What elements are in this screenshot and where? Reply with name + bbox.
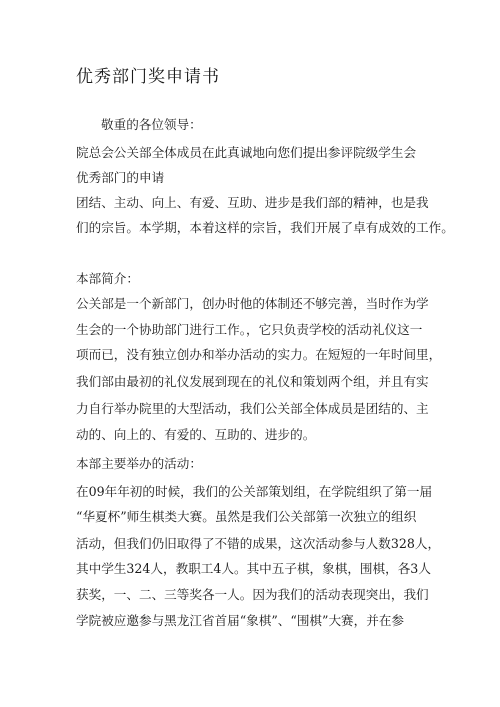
body-line-1: 院总会公关部全体成员在此真诚地向您们提出参评院级学生会 [76,145,417,160]
body-line-16: 其中学生324人，教职工4人。其中五子棋，象棋，围棋，各3人 [76,561,431,576]
body-line-2: 优秀部门的申请 [76,170,165,185]
body-line-18: 学院被应邀参与黑龙江省首届“象棋”、“围棋”大赛，并在参 [76,613,405,628]
body-line-7: 生会的一个协助部门进行工作。，它只负责学校的活动礼仪这一 [76,322,423,337]
section-heading-activities: 本部主要举办的活动： [76,456,202,471]
section-heading-intro: 本部简介： [76,271,139,286]
body-line-10: 力自行举办院里的大型活动，我们公关部全体成员是团结的、主 [76,401,429,416]
document-title: 优秀部门奖申请书 [76,67,220,87]
body-line-9: 我们部由最初的礼仪发展到现在的礼仪和策划两个组，并且有实 [76,374,429,389]
body-line-3: 团结、主动、向上、有爱、互助、进步是我们部的精神，也是我 [76,195,429,210]
body-line-17: 获奖，一、二、三等奖各一人。因为我们的活动表现突出，我们 [76,587,429,602]
body-line-14: “华夏杯”师生棋类大赛。虽然是我们公关部第一次独立的组织 [76,509,417,524]
salutation: 敬重的各位领导： [101,117,202,132]
body-line-13: 在09年年初的时候，我们的公关部策划组，在学院组织了第一届 [76,484,433,499]
body-line-6: 公关部是一个新部门，创办时他的体制还不够完善，当时作为学 [76,296,429,311]
body-line-4: 们的宗旨。本学期，本着这样的宗旨，我们开展了卓有成效的工作。 [76,220,454,235]
body-line-8: 项而已，没有独立创办和举办活动的实力。在短短的一年时间里， [76,347,442,362]
body-line-11: 动的、向上的、有爱的、互助的、进步的。 [76,427,316,442]
body-line-15: 活动，但我们仍旧取得了不错的成果，这次活动参与人数328人， [76,536,441,551]
